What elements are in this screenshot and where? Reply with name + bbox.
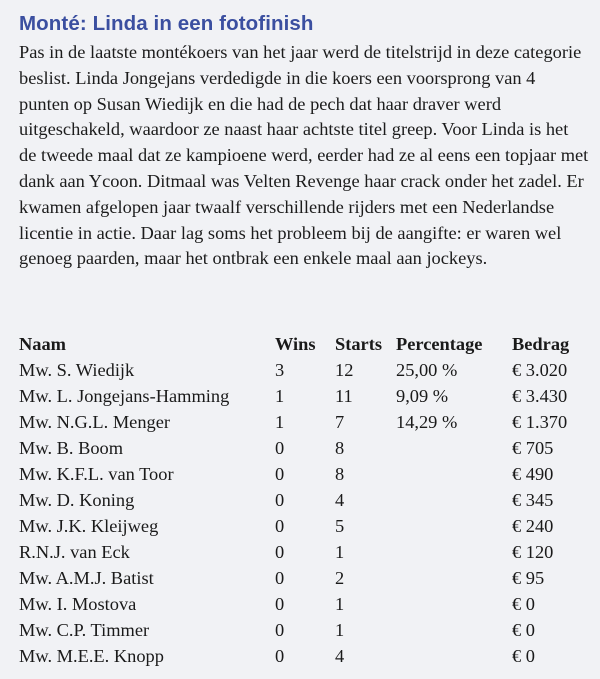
cell-name: Mw. S. Wiedijk (19, 359, 135, 380)
cell-amount: € 240 (512, 515, 554, 536)
cell-starts: 12 (335, 359, 354, 380)
cell-wins: 0 (275, 619, 285, 640)
cell-percentage (396, 513, 512, 539)
cell-starts: 11 (335, 385, 353, 406)
cell-percentage (396, 565, 512, 591)
cell-amount: € 345 (512, 489, 554, 510)
cell-starts: 7 (335, 411, 345, 432)
table-row (19, 591, 592, 617)
cell-amount: € 0 (512, 645, 535, 666)
cell-name: Mw. B. Boom (19, 437, 124, 458)
cell-wins: 0 (275, 567, 285, 588)
cell-amount: € 490 (512, 463, 554, 484)
table-row (19, 435, 592, 461)
cell-percentage (396, 591, 512, 617)
header-name: Naam (19, 333, 66, 354)
header-wins: Wins (275, 333, 316, 354)
cell-starts: 4 (335, 489, 345, 510)
cell-wins: 0 (275, 541, 285, 562)
cell-amount: € 0 (512, 619, 535, 640)
rider-stats-table (19, 331, 592, 669)
cell-name: Mw. N.G.L. Menger (19, 411, 171, 432)
cell-amount: € 3.020 (512, 359, 568, 380)
header-amount: Bedrag (512, 333, 570, 354)
cell-wins: 3 (275, 359, 285, 380)
cell-name: Mw. A.M.J. Batist (19, 567, 154, 588)
table-row (19, 357, 592, 383)
cell-name: Mw. J.K. Kleijweg (19, 515, 159, 536)
cell-percentage: 14,29 % (396, 411, 458, 432)
cell-wins: 0 (275, 593, 285, 614)
cell-wins: 0 (275, 645, 285, 666)
table-row (19, 539, 592, 565)
cell-percentage (396, 435, 512, 461)
cell-amount: € 0 (512, 593, 535, 614)
cell-amount: € 1.370 (512, 411, 568, 432)
cell-wins: 1 (275, 385, 285, 406)
cell-starts: 1 (335, 593, 345, 614)
cell-starts: 2 (335, 567, 345, 588)
cell-starts: 8 (335, 463, 345, 484)
cell-name: Mw. I. Mostova (19, 593, 137, 614)
cell-wins: 0 (275, 437, 285, 458)
cell-percentage: 9,09 % (396, 385, 449, 406)
cell-percentage (396, 539, 512, 565)
cell-starts: 5 (335, 515, 345, 536)
article-title: Monté: Linda in een fotofinish (19, 12, 314, 35)
table-body (19, 357, 592, 669)
cell-name: Mw. K.F.L. van Toor (19, 463, 174, 484)
cell-starts: 8 (335, 437, 345, 458)
table-header-row (19, 331, 592, 357)
header-percentage: Percentage (396, 333, 483, 354)
cell-wins: 0 (275, 463, 285, 484)
cell-wins: 1 (275, 411, 285, 432)
table-row (19, 565, 592, 591)
cell-amount: € 3.430 (512, 385, 568, 406)
cell-percentage: 25,00 % (396, 359, 458, 380)
header-starts: Starts (335, 333, 382, 354)
cell-name: Mw. L. Jongejans-Hamming (19, 385, 230, 406)
table-row (19, 487, 592, 513)
cell-starts: 4 (335, 645, 345, 666)
cell-name: Mw. D. Koning (19, 489, 135, 510)
cell-wins: 0 (275, 489, 285, 510)
cell-wins: 0 (275, 515, 285, 536)
cell-name: Mw. C.P. Timmer (19, 619, 150, 640)
cell-percentage (396, 487, 512, 513)
table-row (19, 513, 592, 539)
table-row (19, 409, 592, 435)
table-row (19, 617, 592, 643)
cell-starts: 1 (335, 619, 345, 640)
table-row (19, 383, 592, 409)
cell-starts: 1 (335, 541, 345, 562)
table-row (19, 643, 592, 669)
cell-name: R.N.J. van Eck (19, 541, 130, 562)
cell-amount: € 705 (512, 437, 554, 458)
cell-percentage (396, 461, 512, 487)
table-row (19, 461, 592, 487)
article-intro: Pas in de laatste montékoers van het jaar werd de titelstrijd in deze categorie beslist. Linda Jongejans verdedigde in die koers een voorsprong van 4 punten op Susan Wiedijk en die had de pech dat haar draver werd uitgeschakeld, waardoor ze naast haar achtste titel greep. Voor Linda is het de tweede maal dat ze kampioene werd, eerder had ze al eens een topjaar met dank aan Ycoon. Ditmaal was Velten Revenge haar crack onder het zadel. Er kwamen afgelopen jaar twaalf verschillende rijders met een Nederlandse licentie in actie. Daar lag soms het probleem bij de aangifte: er waren wel genoeg paarden, maar het ontbrak een enkele maal aan jockeys. (19, 42, 589, 269)
cell-percentage (396, 617, 512, 643)
cell-percentage (396, 643, 512, 669)
cell-amount: € 95 (512, 567, 545, 588)
cell-amount: € 120 (512, 541, 554, 562)
cell-name: Mw. M.E.E. Knopp (19, 645, 164, 666)
